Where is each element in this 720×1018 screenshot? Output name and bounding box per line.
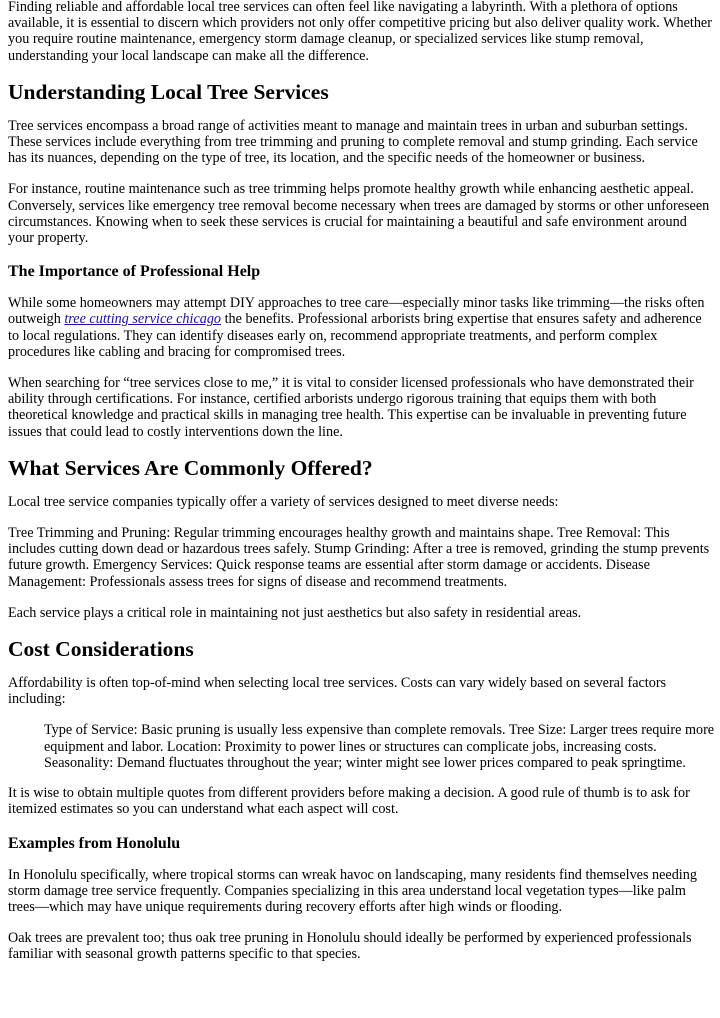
- professional-paragraph-1-text-after: the benefits. Professional arborists bring expertise that ensures safety and adherence to local regulations. They can identify diseases early on, recommend appropriate treatments, and perform complex procedures like cabling and bracing for compromised trees.: [8, 311, 702, 360]
- cost-factors-blockquote: Type of Service: Basic pruning is usually less expensive than complete removals. Tree Size: Larger trees require more equipment and labor. Location: Proximity to power lines or structures can complicate jobs, increasing costs. Seasonality: Demand fluctuates throughout the year; winter might see lower prices compared to peak springtime.: [44, 722, 715, 771]
- services-paragraph-2: Tree Trimming and Pruning: Regular trimming encourages healthy growth and maintains shape. Tree Removal: This includes cutting down dead or hazardous trees safely. Stump Grinding: After a tree is removed, grinding the stump prevents future growth. Emergency Services: Quick response teams are essential after storm damage or accidents. Disease Management: Professionals assess trees for signs of disease and recommend treatments.: [8, 525, 710, 590]
- professional-paragraph-2: When searching for “tree services close to me,” it is vital to consider licensed professionals who have demonstrated their ability through certifications. For instance, certified arborists undergo rigorous training that equips them with both theoretical knowledge and practical skills in managing tree health. This expertise can be invaluable in preventing future issues that could lead to costly interventions down the line.: [8, 375, 694, 440]
- cost-paragraph-1: Affordability is often top-of-mind when selecting local tree services. Costs can vary widely based on several factors including:: [8, 675, 667, 708]
- intro-paragraph: Finding reliable and affordable local tree services can often feel like navigating a labyrinth. With a plethora of options available, it is essential to discern which providers not only offer competitive pricing but also deliver quality work. Whether you require routine maintenance, emergency storm damage cleanup, or specialized services like stump removal, understanding your local landscape can make all the difference.: [8, 0, 712, 64]
- tree-cutting-service-link[interactable]: tree cutting service chicago: [64, 311, 222, 328]
- section-heading-cost: Cost Considerations: [8, 637, 194, 662]
- professional-paragraph-1: [8, 295, 716, 360]
- services-paragraph-3: Each service plays a critical role in maintaining not just aesthetics but also safety in residential areas.: [8, 604, 582, 621]
- professional-paragraph-1-text-before: While some homeowners may attempt DIY approaches to tree care—especially minor tasks like trimming—the risks often outweigh: [8, 295, 705, 328]
- understanding-paragraph-1: Tree services encompass a broad range of activities meant to manage and maintain trees in urban and suburban settings. These services include everything from tree trimming and pruning to complete removal and stump grinding. Each service has its nuances, depending on the type of tree, its location, and the specific needs of the homeowner or business.: [8, 117, 698, 167]
- honolulu-paragraph-2: Oak trees are prevalent too; thus oak tree pruning in Honolulu should ideally be performed by experienced professionals familiar with seasonal growth patterns specific to that species.: [8, 930, 692, 963]
- honolulu-paragraph-1: In Honolulu specifically, where tropical storms can wreak havoc on landscaping, many residents find themselves needing storm damage tree service frequently. Companies specializing in this area understand local vegetation types—like palm trees—which may have unique requirements during recovery efforts after high winds or flooding.: [8, 866, 697, 915]
- understanding-paragraph-2: For instance, routine maintenance such as tree trimming helps promote healthy growth while enhancing aesthetic appeal. Conversely, services like emergency tree removal become necessary when trees are damaged by storms or other unforeseen circumstances. Knowing when to seek these services is crucial for maintaining a beautiful and safe environment around your property.: [8, 181, 710, 247]
- section-heading-honolulu: Examples from Honolulu: [8, 834, 181, 852]
- section-heading-understanding: Understanding Local Tree Services: [8, 79, 329, 104]
- section-heading-professional-help: The Importance of Professional Help: [8, 263, 261, 281]
- services-paragraph-1: Local tree service companies typically offer a variety of services designed to meet diverse needs:: [8, 493, 559, 510]
- cost-paragraph-2: It is wise to obtain multiple quotes from different providers before making a decision. A good rule of thumb is to ask for itemized estimates so you can understand what each aspect will cost.: [8, 785, 690, 818]
- section-heading-services: What Services Are Commonly Offered?: [8, 455, 373, 480]
